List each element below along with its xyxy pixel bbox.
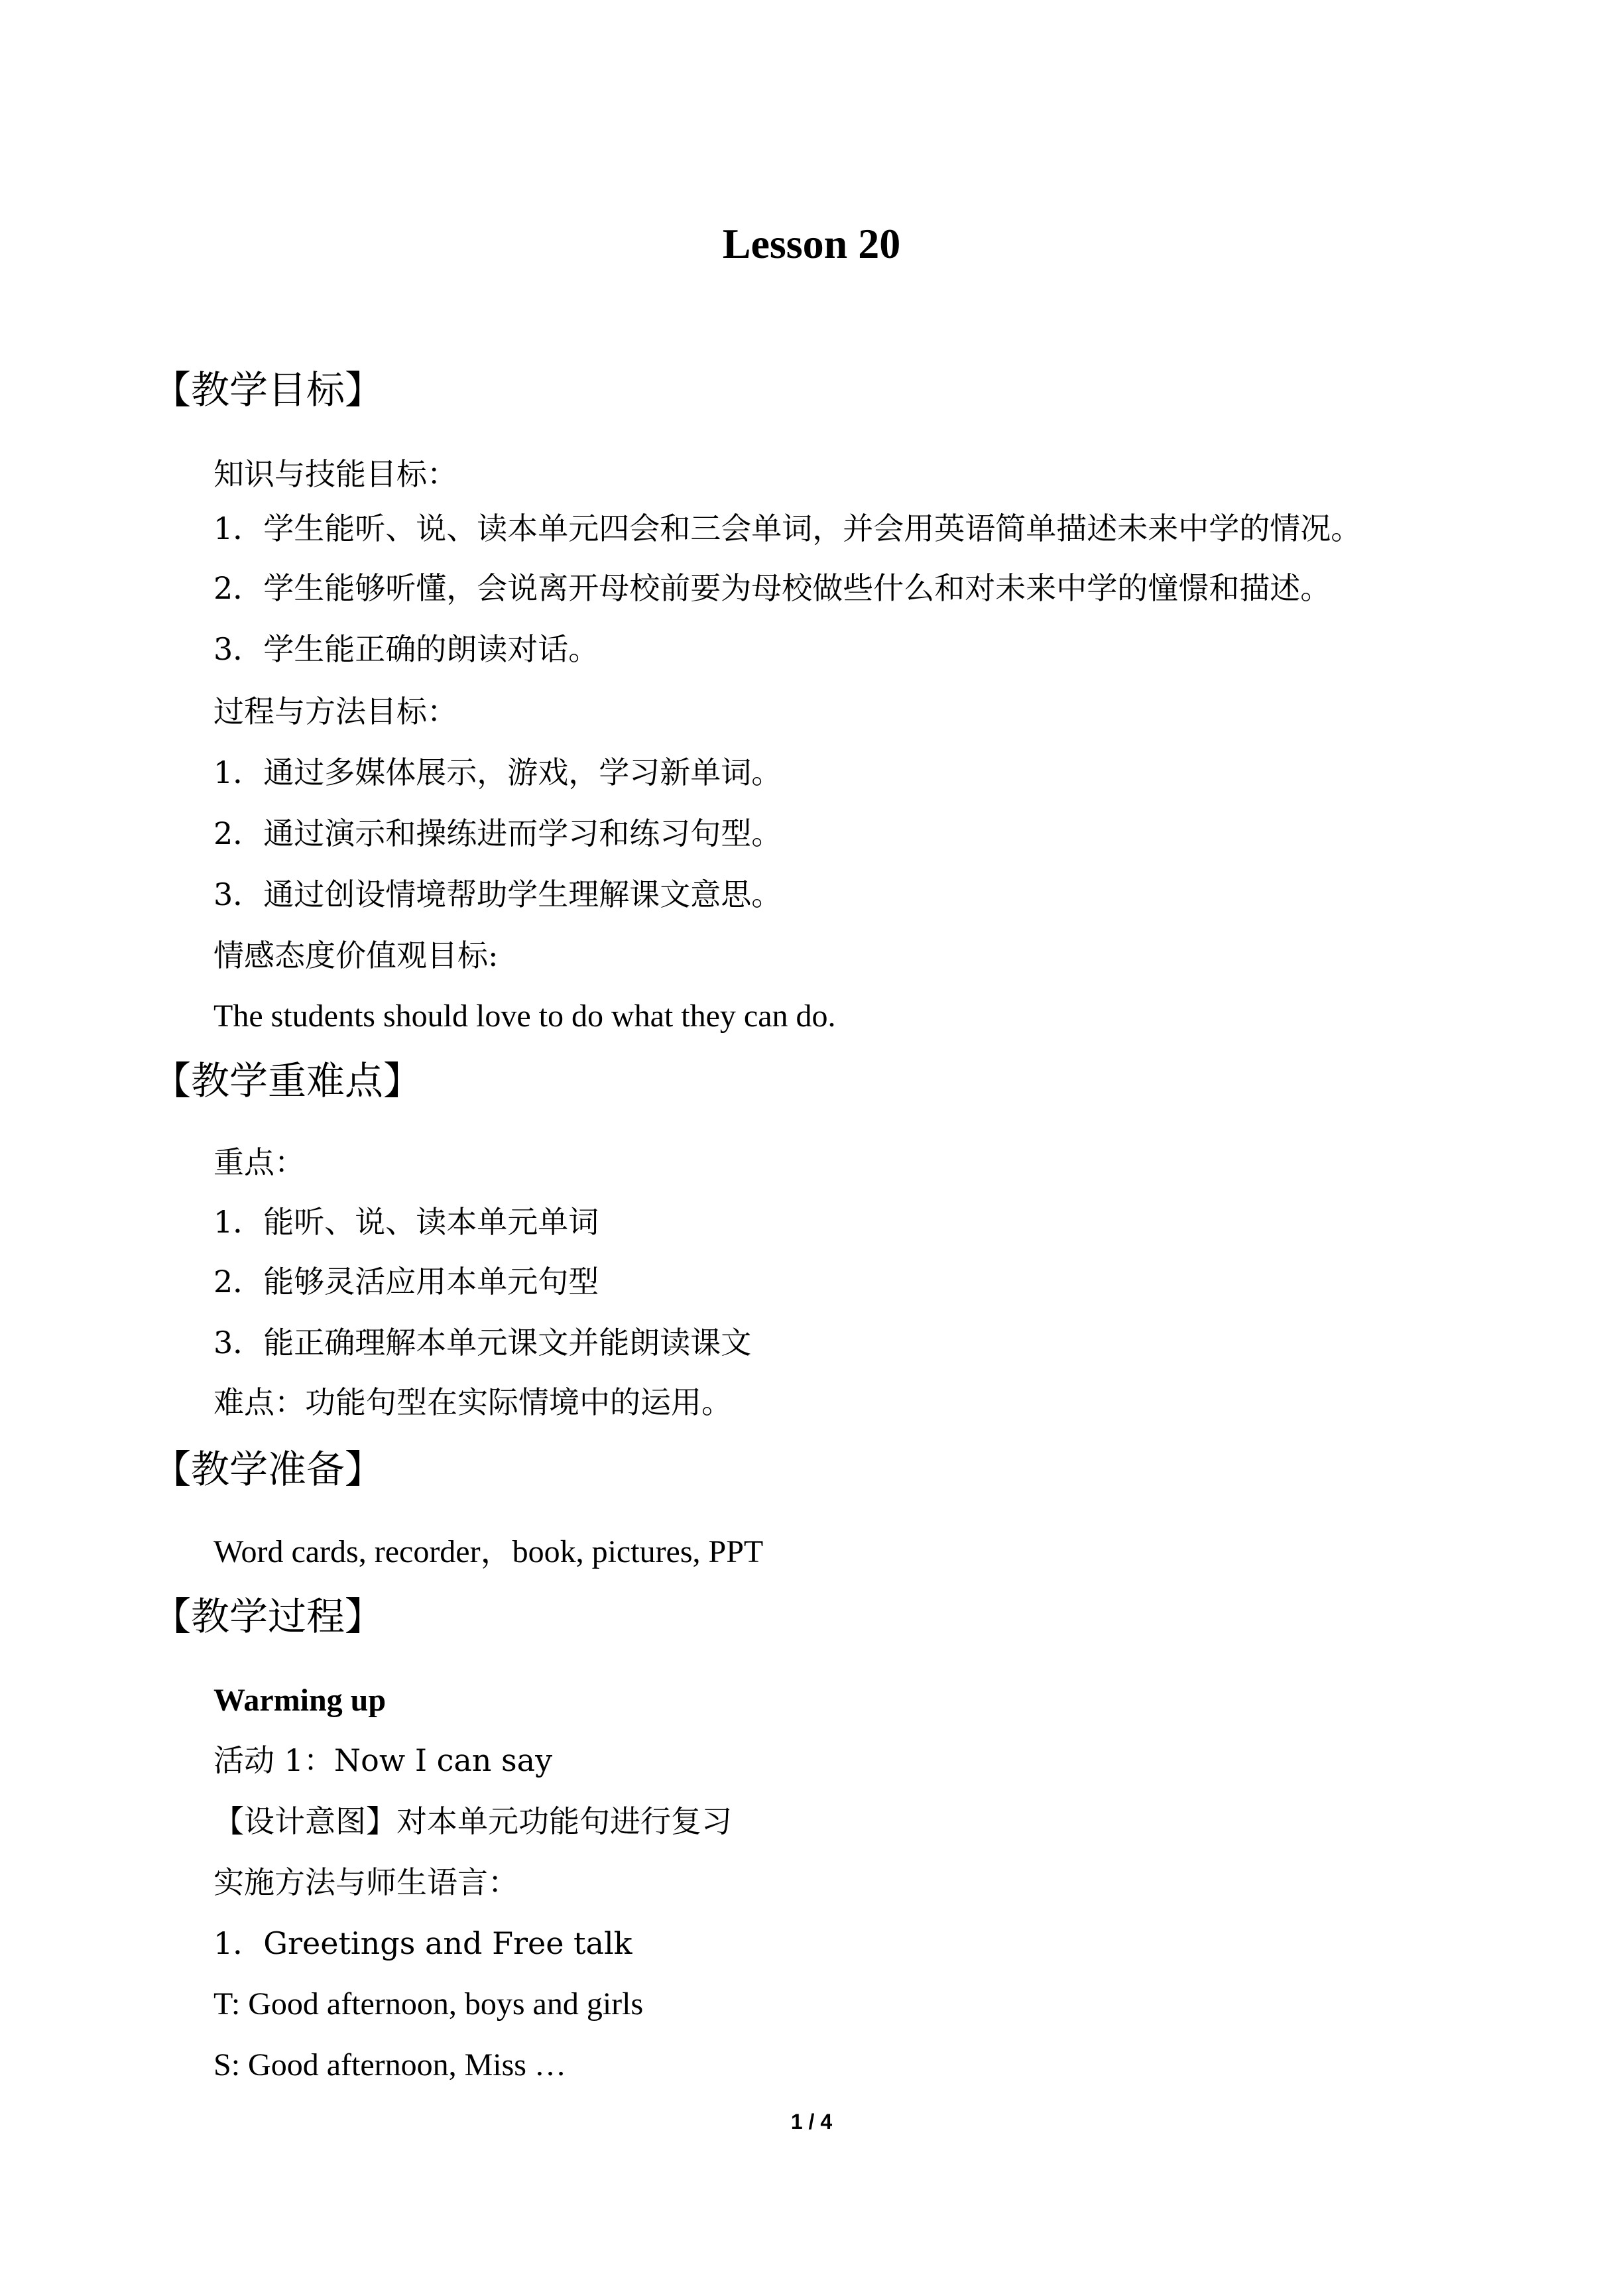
process-line: T: Good afternoon, boys and girls (213, 1986, 644, 2022)
process-line: S: Good afternoon, Miss … (213, 2047, 566, 2083)
page-number: 1 / 4 (790, 2110, 833, 2134)
objectives-line: 1．通过多媒体展示，游戏，学习新单词。 (213, 755, 782, 790)
objectives-line: 2．学生能够听懂，会说离开母校前要为母校做些什么和对未来中学的憧憬和描述。 (213, 570, 1331, 606)
document-title: Lesson 20 (722, 220, 901, 267)
objectives-line: 2．通过演示和操练进而学习和练习句型。 (213, 816, 782, 851)
objectives-line: 3．通过创设情境帮助学生理解课文意思。 (213, 876, 782, 912)
key-points-line: 2．能够灵活应用本单元句型 (213, 1264, 599, 1299)
section-heading-key-points: 【教学重难点】 (152, 1058, 422, 1103)
process-line: 实施方法与师生语言： (213, 1864, 518, 1900)
section-heading-objectives: 【教学目标】 (152, 367, 384, 412)
key-points-line: 难点：功能句型在实际情境中的运用。 (213, 1384, 732, 1420)
process-line: 1．Greetings and Free talk (213, 1925, 632, 1961)
preparation-line: Word cards, recorder，book, pictures, PPT (213, 1534, 764, 1569)
process-line: 活动 1：Now I can say (213, 1742, 553, 1778)
key-points-line: 1．能听、说、读本单元单词 (213, 1204, 599, 1240)
objectives-line: 3．学生能正确的朗读对话。 (213, 631, 599, 667)
objectives-line: The students should love to do what they can do. (213, 998, 836, 1034)
process-subheading: Warming up (213, 1683, 387, 1718)
key-points-line: 重点： (213, 1144, 305, 1180)
process-line: 【设计意图】对本单元功能句进行复习 (213, 1803, 732, 1839)
objectives-line: 1．学生能听、说、读本单元四会和三会单词，并会用英语简单描述未来中学的情况。 (213, 511, 1362, 546)
objectives-line: 情感态度价值观目标: (213, 937, 499, 973)
objectives-line: 过程与方法目标： (213, 694, 457, 729)
key-points-line: 3．能正确理解本单元课文并能朗读课文 (213, 1325, 752, 1360)
objectives-line: 知识与技能目标： (213, 456, 457, 492)
section-heading-preparation: 【教学准备】 (152, 1447, 384, 1492)
section-heading-process: 【教学过程】 (152, 1594, 384, 1639)
